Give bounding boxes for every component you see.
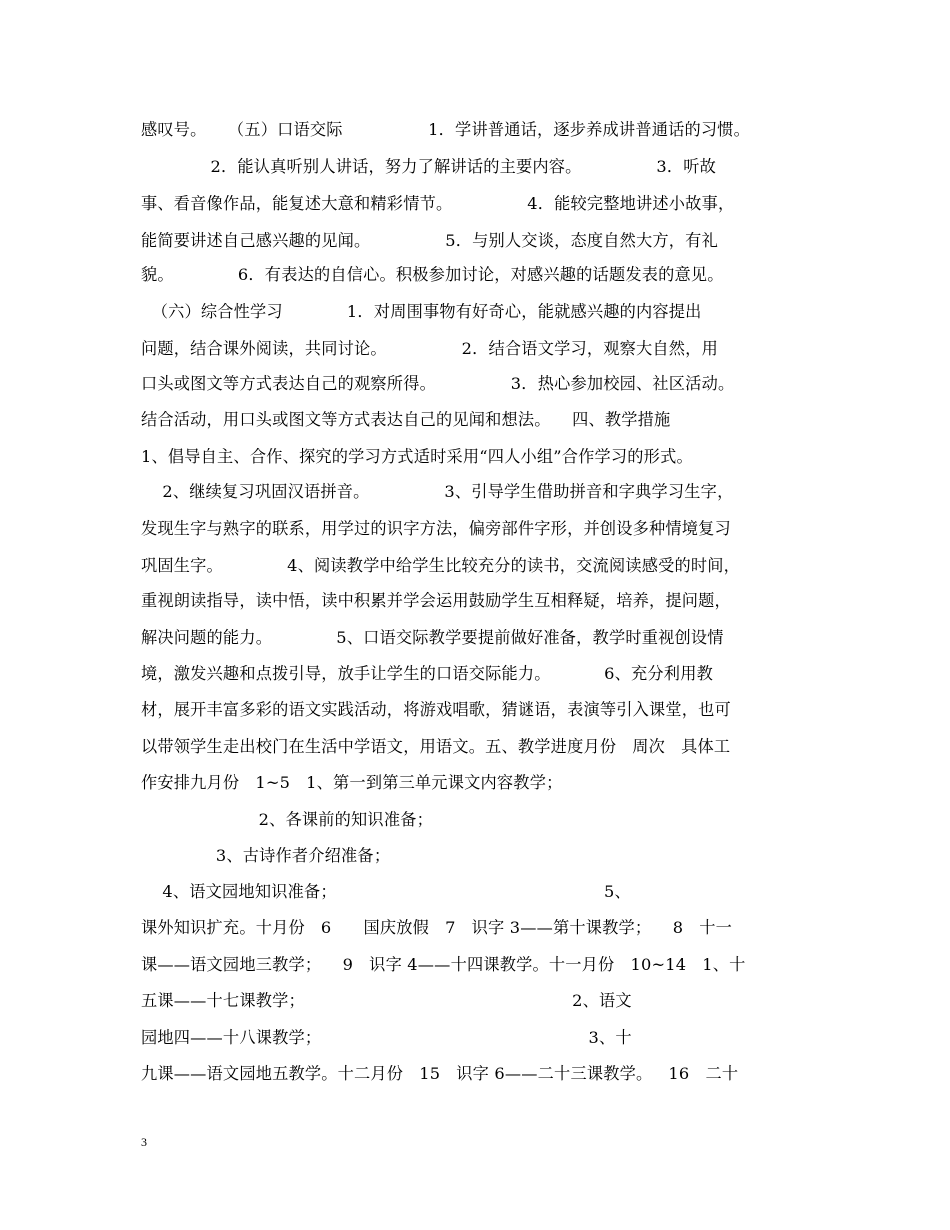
text-line: 2、继续复习巩固汉语拼音。 3、引导学生借助拼音和字典学习生字， bbox=[141, 482, 734, 501]
text-line: 课——语文园地三教学； 9 识字 4——十四课教学。十一月份 10~14 1、十 bbox=[141, 955, 746, 974]
text-line: 课外知识扩充。十月份 6 国庆放假 7 识字 3——第十课教学； 8 十一 bbox=[141, 918, 733, 937]
text-line: 3、古诗作者介绍准备； bbox=[141, 846, 391, 865]
text-line: 问题，结合课外阅读，共同讨论。 2．结合语文学习，观察大自然，用 bbox=[141, 339, 718, 358]
text-line: 九课——语文园地五教学。十二月份 15 识字 6——二十三课教学。 16 二十 bbox=[141, 1064, 739, 1083]
text-line: 以带领学生走出校门在生活中学语文，用语文。五、教学进度月份 周次 具体工 bbox=[141, 737, 731, 756]
text-line: 能简要讲述自己感兴趣的见闻。 5．与别人交谈，态度自然大方，有礼 bbox=[141, 231, 718, 250]
text-line: 解决问题的能力。 5、口语交际教学要提前做好准备，教学时重视创设情 bbox=[141, 628, 724, 647]
text-line: 园地四——十八课教学； 3、十 bbox=[141, 1028, 632, 1047]
text-line: 2、各课前的知识准备； bbox=[141, 810, 433, 829]
text-line: 事、看音像作品，能复述大意和精彩情节。 4．能较完整地讲述小故事， bbox=[141, 194, 735, 213]
text-line: 五课——十七课教学； 2、语文 bbox=[141, 991, 632, 1010]
text-line: 作安排九月份 1~5 1、第一到第三单元课文内容教学； bbox=[141, 773, 563, 792]
text-line: （六）综合性学习 1．对周围事物有好奇心，能就感兴趣的内容提出 bbox=[141, 302, 702, 321]
text-line: 2．能认真听别人讲话，努力了解讲话的主要内容。 3．听故 bbox=[141, 157, 717, 176]
text-line: 1、倡导自主、合作、探究的学习方式适时采用“四人小组”合作学习的形式。 bbox=[141, 447, 693, 466]
text-line: 发现生字与熟字的联系，用学过的识字方法，偏旁部件字形，并创设多种情境复习 bbox=[141, 519, 731, 538]
text-line: 感叹号。 （五）口语交际 1．学讲普通话，逐步养成讲普通话的习惯。 bbox=[141, 120, 751, 139]
text-line: 重视朗读指导，读中悟，读中积累并学会运用鼓励学生互相释疑，培养，提问题， bbox=[141, 591, 731, 610]
text-line: 结合活动，用口头或图文等方式表达自己的见闻和想法。 四、教学措施 bbox=[141, 410, 671, 429]
text-line: 口头或图文等方式表达自己的观察所得。 3．热心参加校园、社区活动。 bbox=[141, 374, 735, 393]
text-line: 境，激发兴趣和点拨引导，放手让学生的口语交际能力。 6、充分利用教 bbox=[141, 664, 713, 683]
text-line: 貌。 6．有表达的自信心。积极参加讨论，对感兴趣的话题发表的意见。 bbox=[141, 265, 724, 284]
text-line: 巩固生字。 4、阅读教学中给学生比较充分的读书，交流阅读感受的时间， bbox=[141, 556, 741, 575]
text-line: 材，展开丰富多彩的语文实践活动，将游戏唱歌，猜谜语，表演等引入课堂，也可 bbox=[141, 700, 731, 719]
page-number: 3 bbox=[141, 1135, 147, 1149]
text-line: 4、语文园地知识准备； 5、 bbox=[141, 882, 631, 901]
